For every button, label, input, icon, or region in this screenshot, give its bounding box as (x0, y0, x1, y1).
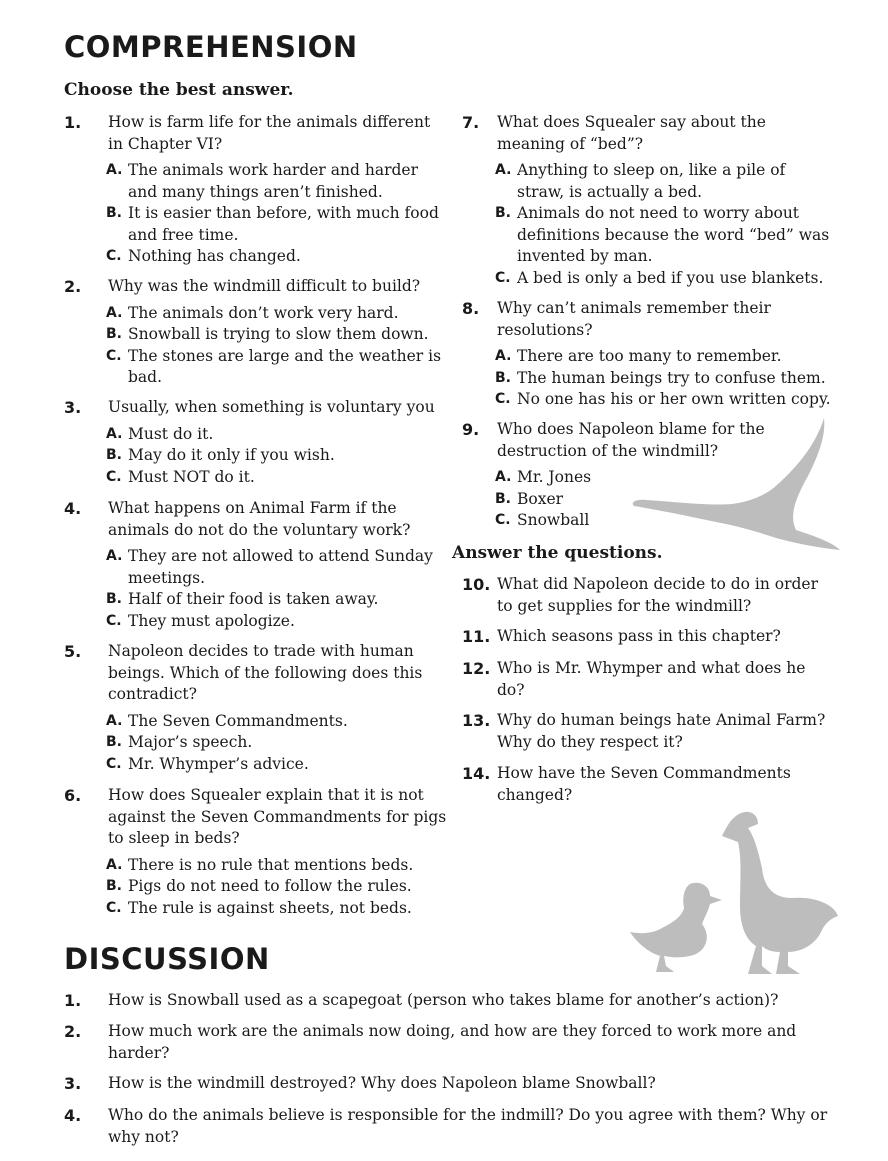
question-5 (64, 641, 448, 775)
option-c (106, 898, 446, 920)
option-text: They must apologize. (128, 611, 295, 630)
option-c (106, 467, 446, 489)
question-3 (64, 397, 448, 488)
question-number: 3. (64, 398, 82, 417)
option-letter: A. (106, 548, 123, 564)
question-14 (462, 763, 837, 806)
question-text: How have the Seven Commandments changed? (497, 764, 791, 804)
option-text: Mr. Jones (517, 468, 592, 486)
option-c (106, 246, 446, 268)
question-text: How is the windmill destroyed? Why does Napoleon blame Snowball? (108, 1074, 656, 1092)
option-letter: C. (106, 755, 122, 772)
question-number: 10. (462, 575, 491, 594)
option-letter: B. (495, 369, 511, 386)
option-letter: B. (106, 326, 122, 342)
question-11 (462, 626, 837, 648)
question-number: 4. (64, 1106, 82, 1125)
question-text: What happens on Animal Farm if the animals do not do the voluntary work? (108, 499, 411, 539)
question-text: What does Squealer say about the meaning of “bed”? (497, 113, 766, 153)
option-text: The rule is against sheets, not beds. (128, 898, 412, 917)
option-letter: C. (495, 512, 511, 528)
question-text: How is Snowball used as a scapegoat (person who takes blame for another’s action)? (108, 991, 779, 1009)
discussion-question-3 (64, 1073, 828, 1095)
option-letter: A. (106, 856, 123, 873)
option-letter: C. (495, 391, 511, 407)
question-number: 11. (462, 627, 491, 646)
question-number: 3. (64, 1074, 82, 1093)
question-6 (64, 785, 448, 919)
question-text: Why do human beings hate Animal Farm? Why do they respect it? (497, 711, 826, 751)
question-text: Napoleon decides to trade with human beings. Which of the following does this contradict? (108, 642, 423, 703)
discussion-question-4 (64, 1105, 828, 1148)
option-letter: A. (495, 162, 512, 178)
option-text: The Seven Commandments. (128, 711, 348, 730)
question-number: 12. (462, 659, 491, 678)
option-letter: A. (495, 469, 512, 485)
option-text: No one has his or her own written copy. (517, 390, 831, 408)
option-text: Nothing has changed. (128, 247, 301, 265)
option-text: There are too many to remember. (517, 347, 782, 365)
option-a (106, 303, 446, 325)
option-text: Must do it. (128, 424, 214, 443)
question-text: Who is Mr. Whymper and what does he do? (497, 659, 806, 699)
duck-illustration (626, 878, 726, 976)
option-letter: A. (106, 162, 123, 178)
option-b (106, 732, 446, 754)
option-a (106, 424, 446, 446)
option-b (495, 489, 835, 511)
option-letter: A. (106, 712, 123, 729)
option-c (106, 611, 446, 633)
question-1 (64, 112, 448, 268)
option-a (106, 711, 446, 733)
question-number: 1. (64, 113, 82, 132)
option-letter: C. (106, 612, 122, 629)
option-text: Mr. Whymper’s advice. (128, 754, 309, 773)
option-a (495, 346, 835, 368)
option-text: They are not allowed to attend Sunday meetings. (128, 547, 433, 587)
question-13 (462, 710, 837, 753)
question-text: How much work are the animals now doing, and how are they forced to work more and harder? (108, 1022, 797, 1062)
question-number: 5. (64, 642, 82, 661)
option-text: The animals work harder and harder and many things aren’t finished. (128, 161, 418, 201)
question-number: 6. (64, 786, 82, 805)
question-number: 9. (462, 420, 480, 439)
option-a (106, 855, 446, 877)
option-text: Animals do not need to worry about definitions because the word “bed” was invented by man. (517, 204, 830, 265)
option-text: The stones are large and the weather is bad. (128, 346, 442, 386)
option-text: It is easier than before, with much food and free time. (128, 204, 439, 244)
option-a (495, 467, 835, 489)
option-letter: B. (495, 490, 511, 507)
question-number: 7. (462, 113, 480, 132)
option-letter: A. (495, 348, 512, 364)
option-b (106, 876, 446, 898)
option-text: Boxer (517, 489, 564, 508)
option-text: Pigs do not need to follow the rules. (128, 877, 412, 895)
choose-instruction: Choose the best answer. (64, 80, 294, 100)
answer-instruction: Answer the questions. (452, 543, 663, 563)
question-text: Which seasons pass in this chapter? (497, 627, 781, 645)
question-text: How does Squealer explain that it is not against the Seven Commandments for pigs to sleep in beds? (108, 786, 447, 847)
question-number: 2. (64, 277, 82, 296)
option-letter: B. (106, 734, 122, 750)
question-number: 1. (64, 991, 82, 1010)
question-9 (462, 419, 837, 532)
option-letter: C. (106, 468, 122, 485)
question-12 (462, 658, 837, 701)
question-text: Who does Napoleon blame for the destruction of the windmill? (497, 420, 765, 460)
question-7 (462, 112, 837, 289)
option-b (106, 445, 446, 467)
discussion-question-1 (64, 990, 828, 1012)
option-letter: B. (106, 205, 122, 221)
option-text: Anything to sleep on, like a pile of straw, is actually a bed. (517, 161, 786, 201)
option-b (495, 368, 835, 390)
question-number: 13. (462, 711, 491, 730)
question-number: 4. (64, 499, 82, 518)
option-a (106, 160, 446, 203)
discussion-question-2 (64, 1021, 828, 1064)
option-c (106, 754, 446, 776)
discussion-title: DISCUSSION (64, 942, 270, 976)
option-letter: B. (106, 878, 122, 894)
option-b (106, 324, 446, 346)
option-c (495, 389, 835, 411)
option-b (106, 203, 446, 246)
question-8 (462, 298, 837, 411)
option-text: A bed is only a bed if you use blankets. (517, 268, 824, 287)
option-letter: A. (106, 425, 123, 442)
option-c (495, 510, 835, 532)
option-a (106, 546, 446, 589)
question-number: 14. (462, 764, 491, 783)
option-text: Half of their food is taken away. (128, 590, 379, 608)
option-b (106, 589, 446, 611)
option-letter: C. (495, 269, 511, 286)
question-2 (64, 276, 448, 389)
question-text: Why can’t animals remember their resolutions? (497, 299, 771, 339)
question-text: Why was the windmill difficult to build? (108, 277, 421, 295)
option-b (495, 203, 835, 268)
option-text: Major’s speech. (128, 733, 253, 751)
question-text: What did Napoleon decide to do in order to get supplies for the windmill? (497, 575, 819, 615)
comprehension-title: COMPREHENSION (64, 30, 358, 64)
question-text: How is farm life for the animals different in Chapter VI? (108, 113, 431, 153)
option-c (495, 268, 835, 290)
option-letter: B. (106, 447, 122, 463)
option-letter: A. (106, 304, 123, 321)
goose-illustration (718, 806, 844, 978)
option-letter: C. (106, 899, 122, 916)
option-text: May do it only if you wish. (128, 446, 335, 464)
option-c (106, 346, 446, 389)
option-text: Snowball is trying to slow them down. (128, 325, 429, 343)
option-letter: C. (106, 248, 122, 264)
question-4 (64, 498, 448, 632)
question-text: Who do the animals believe is responsible for the indmill? Do you agree with them? Why or why not? (108, 1106, 828, 1146)
question-number: 2. (64, 1022, 82, 1041)
option-a (495, 160, 835, 203)
question-text: Usually, when something is voluntary you (108, 398, 435, 416)
option-text: The human beings try to confuse them. (517, 368, 826, 387)
option-text: Must NOT do it. (128, 467, 255, 486)
option-letter: C. (106, 347, 122, 364)
question-10 (462, 574, 837, 617)
option-text: Snowball (517, 511, 590, 529)
option-letter: B. (495, 205, 511, 221)
option-letter: B. (106, 591, 122, 607)
question-number: 8. (462, 299, 480, 318)
option-text: There is no rule that mentions beds. (128, 855, 414, 874)
option-text: The animals don’t work very hard. (128, 303, 399, 322)
